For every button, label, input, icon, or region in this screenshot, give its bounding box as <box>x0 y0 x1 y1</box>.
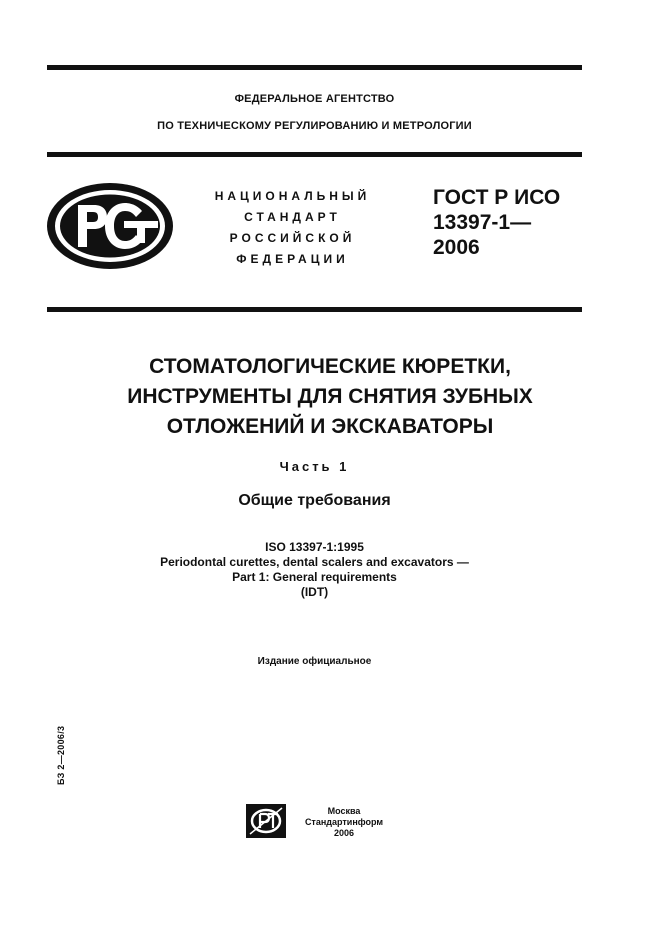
side-code: БЗ 2—2006/3 <box>56 725 66 785</box>
standartinform-logo-icon <box>246 804 286 838</box>
iso-line: Periodontal curettes, dental scalers and excavators — <box>160 555 469 569</box>
part-label: Часть 1 <box>279 459 350 474</box>
title-line: ОТЛОЖЕНИЙ И ЭКСКАВАТОРЫ <box>166 415 494 438</box>
gost-line: 13397-1— <box>433 211 532 234</box>
document-subtitle: Общие требования <box>238 492 391 509</box>
national-label-line: НАЦИОНАЛЬНЫЙ <box>214 189 371 203</box>
gost-line: 2006 <box>433 236 480 259</box>
national-label-line: РОССИЙСКОЙ <box>229 231 356 245</box>
standard-designation <box>433 185 560 260</box>
agency-name-line2: ПО ТЕХНИЧЕСКОМУ РЕГУЛИРОВАНИЮ И МЕТРОЛОГИИ <box>157 120 472 132</box>
publisher-line: Москва <box>327 806 361 816</box>
title-line: ИНСТРУМЕНТЫ ДЛЯ СНЯТИЯ ЗУБНЫХ <box>127 385 533 408</box>
national-label-line: СТАНДАРТ <box>244 210 341 224</box>
publisher-line: 2006 <box>333 828 355 838</box>
publisher-info <box>296 806 392 839</box>
agency-name-line1: ФЕДЕРАЛЬНОЕ АГЕНТСТВО <box>234 93 395 105</box>
gost-line: ГОСТ Р ИСО <box>433 186 561 209</box>
document-title <box>60 352 600 442</box>
edition-label: Издание официальное <box>257 656 372 667</box>
section-rule <box>47 307 582 312</box>
iso-line: ISO 13397-1:1995 <box>265 540 364 554</box>
iso-line: (IDT) <box>300 585 329 599</box>
iso-line: Part 1: General requirements <box>232 570 397 584</box>
national-label-line: ФЕДЕРАЦИИ <box>236 252 349 266</box>
national-standard-label <box>200 186 385 270</box>
title-line: СТОМАТОЛОГИЧЕСКИЕ КЮРЕТКИ, <box>149 355 511 378</box>
publisher-line: Стандартинформ <box>304 817 384 827</box>
gost-r-emblem-icon <box>45 181 175 271</box>
iso-reference <box>47 540 582 600</box>
top-rule <box>47 65 582 70</box>
header-rule <box>47 152 582 157</box>
